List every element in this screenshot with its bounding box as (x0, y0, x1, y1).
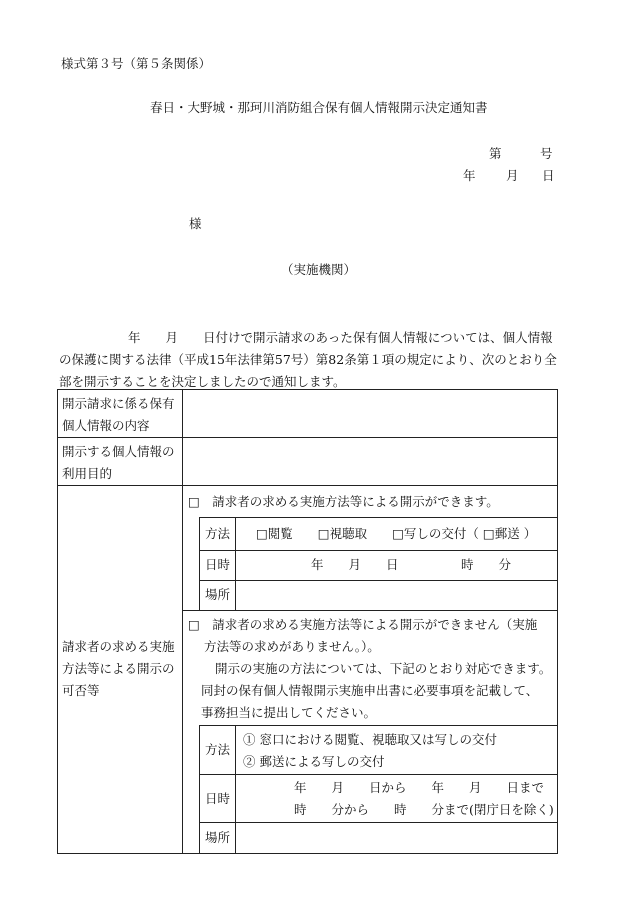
date-day: 日 (542, 168, 555, 183)
a-place-label: 場所 (205, 587, 231, 602)
agency-label: （実施機関） (281, 262, 357, 277)
b-datetime-label: 日時 (205, 791, 231, 806)
option-b-line-5: 事務担当に提出してください。 (201, 705, 377, 720)
body-line-3: 部を開示することを決定しましたので通知します。 (59, 374, 346, 389)
doc-no-dai: 第 (489, 146, 502, 161)
b-place-label: 場所 (205, 830, 231, 845)
row1-label-1: 開示請求に係る保有 (62, 396, 175, 411)
row1-label-2: 個人情報の内容 (62, 418, 150, 433)
form-number: 様式第３号（第５条関係） (61, 56, 212, 71)
body-line-1: 年 月 日付けで開示請求のあった保有個人情報については、個人情報 (128, 330, 553, 345)
row3-label-2: 方法等による開示の (62, 661, 175, 676)
b-method-option-2: ② 郵送による写しの交付 (243, 754, 385, 769)
b-method-label: 方法 (205, 742, 231, 757)
row2-label-2: 利用目的 (62, 466, 113, 481)
a-datetime-value: 年 月 日 時 分 (311, 557, 512, 572)
option-a-checkbox-label[interactable]: □ 請求者の求める実施方法等による開示ができます。 (188, 494, 499, 509)
addressee-suffix: 様 (189, 216, 202, 231)
b-datetime-line-2: 時 分から 時 分まで(閉庁日を除く) (294, 802, 554, 817)
b-datetime-line-1: 年 月 日から 年 月 日まで (294, 780, 545, 795)
option-b-line-4: 同封の保有個人情報開示実施申出書に必要事項を記載して、 (201, 683, 539, 698)
date-month: 月 (506, 168, 519, 183)
a-method-options[interactable]: □閲覧 □視聴取 □写しの交付（ □郵送 ） (256, 526, 537, 541)
doc-no-go: 号 (540, 146, 553, 161)
row3-label-3: 可否等 (62, 683, 100, 698)
b-method-option-1: ① 窓口における閲覧、視聴取又は写しの交付 (243, 732, 497, 747)
option-b-line-2: 方法等の求めがありません。）。 (204, 639, 380, 654)
option-b-line-3: 開示の実施の方法については、下記のとおり対応できます。 (215, 661, 552, 676)
option-b-checkbox-label[interactable]: □ 請求者の求める実施方法等による開示ができません（実施 (188, 617, 538, 632)
date-year: 年 (463, 168, 476, 183)
document-title: 春日・大野城・那珂川消防組合保有個人情報開示決定通知書 (150, 100, 488, 115)
a-method-label: 方法 (205, 526, 231, 541)
a-datetime-label: 日時 (205, 557, 231, 572)
row3-label-1: 請求者の求める実施 (62, 639, 175, 654)
body-line-2: の保護に関する法律（平成15年法律第57号）第82条第１項の規定により、次のとおり全 (59, 352, 557, 367)
row2-label-1: 開示する個人情報の (62, 444, 175, 459)
